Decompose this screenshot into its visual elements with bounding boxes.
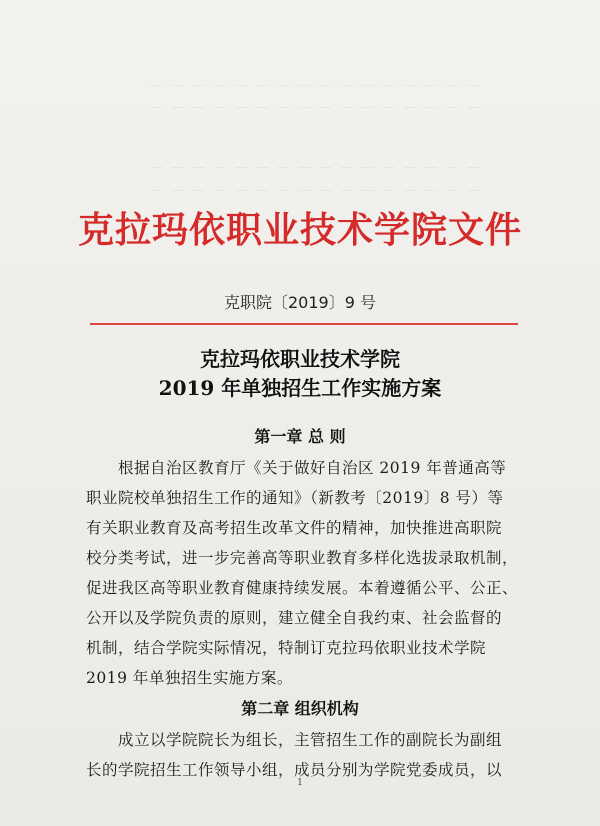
- paragraph-line: 长的学院招生工作领导小组，成员分别为学院党委成员，以: [86, 761, 503, 779]
- chapter-1-heading: 第一章 总 则: [254, 427, 346, 446]
- red-separator-rule: [90, 323, 518, 325]
- bleed-through-text: — — — — — — — — — — — — — — — —: [150, 183, 482, 198]
- chapter-2-heading: 第二章 组织机构: [241, 699, 359, 718]
- institution-header: 克拉玛依职业技术学院文件: [77, 210, 522, 251]
- paragraph-line: 促进我区高等职业教育健康持续发展。本着遵循公平、公正、: [86, 579, 519, 597]
- page-number: 1: [297, 778, 303, 788]
- bleed-through-text: — — — — — — — — — — — — — — — —: [150, 160, 482, 175]
- main-title-line-2: 2019 年单独招生工作实施方案: [158, 376, 442, 400]
- paragraph-line: 校分类考试，进一步完善高等职业教育多样化选拔录取机制，: [86, 549, 519, 567]
- paragraph-line: 成立以学院院长为组长，主管招生工作的副院长为副组: [118, 731, 503, 749]
- bleed-through-text: — — — — — — — — — — — — — — — —: [150, 100, 482, 115]
- paragraph-line: 有关职业教育及高考招生改革文件的精神，加快推进高职院: [86, 519, 503, 537]
- document-number: 克职院〔2019〕9 号: [224, 293, 376, 312]
- paragraph-line: 根据自治区教育厅《关于做好自治区 2019 年普通高等: [118, 459, 507, 477]
- main-title-line-1: 克拉玛依职业技术学院: [200, 347, 400, 371]
- paragraph-line: 职业院校单独招生工作的通知》（新教考〔2019〕8 号）等: [86, 489, 504, 507]
- paragraph-line: 机制，结合学院实际情况，特制订克拉玛依职业技术学院: [86, 639, 487, 657]
- paragraph-line: 2019 年单独招生实施方案。: [86, 669, 293, 687]
- paragraph-line: 公开以及学院负责的原则，建立健全自我约束、社会监督的: [86, 609, 503, 627]
- bleed-through-text: — — — — — — — — — — — — — — — —: [150, 78, 482, 93]
